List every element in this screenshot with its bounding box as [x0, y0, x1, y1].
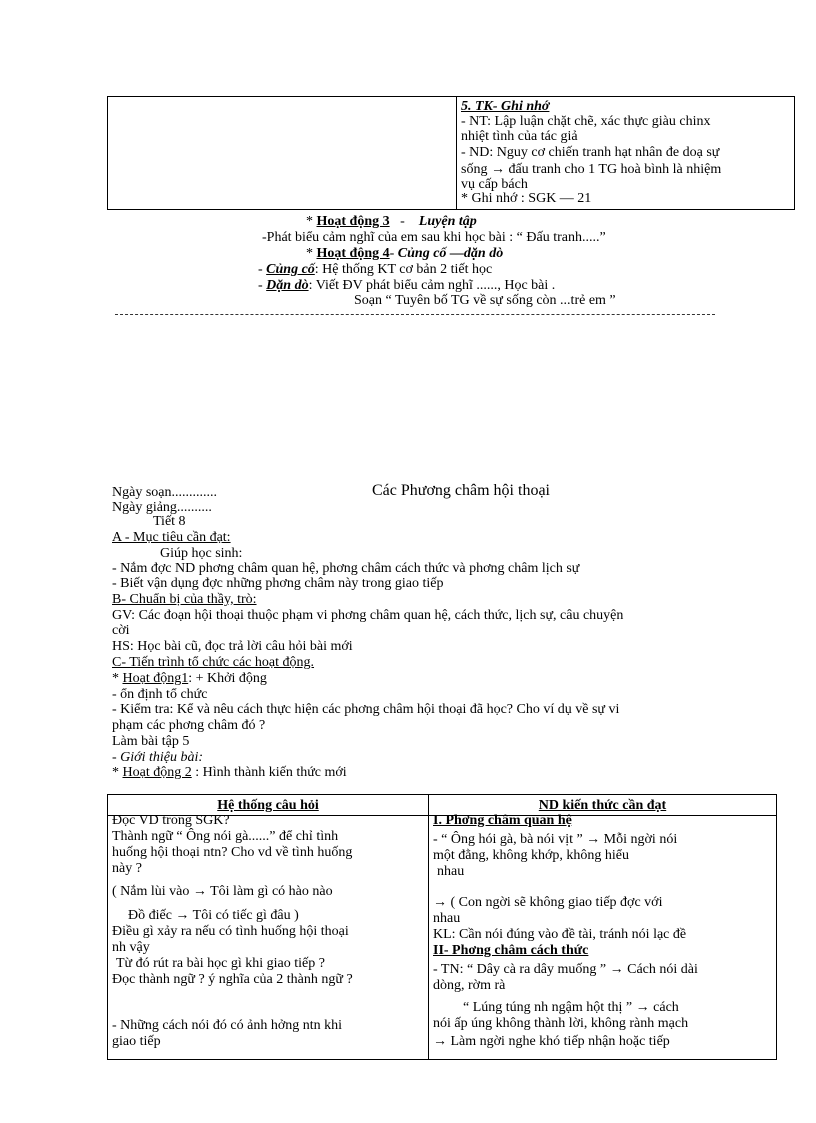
section-b-heading: B- Chuẩn bị của thầy, trò:: [112, 592, 257, 607]
ngay-soan: Ngày soạn.............: [112, 485, 217, 500]
objective-item: - Nắm đợc ND phơng châm quan hệ, phơng châm cách thức và phơng châm lịch sự: [112, 561, 580, 576]
question-line: huống hội thoại ntn? Cho vd về tình huống: [112, 845, 353, 860]
soan-line: Soạn “ Tuyên bố TG về sự sống còn ...trẻ em ”: [354, 293, 616, 308]
kiem-tra-cont: phạm các phơng châm đó ?: [112, 718, 266, 733]
text-line: nhiệt tình của tác giả: [461, 129, 578, 144]
kiem-tra: - Kiểm tra: Kể và nêu cách thực hiện các phơng châm hội thoại đã học? Cho ví dụ về sự vi: [112, 702, 620, 717]
knowledge-column: [433, 813, 773, 1050]
dan-do-label: Dặn dò: [266, 278, 309, 293]
questions-column: [112, 813, 424, 1050]
header-right: ND kiến thức cần đạt: [538, 798, 667, 813]
summary-cell: [461, 99, 791, 206]
text-line: vụ cấp bách: [461, 177, 528, 192]
section-heading: I. Phơng châm quan hệ: [433, 813, 572, 828]
knowledge-line: nói ấp úng không thành lời, không rành mạch: [433, 1016, 689, 1031]
activity-label: Hoạt động 2: [122, 765, 192, 780]
bai-tap: Làm bài tập 5: [112, 734, 190, 749]
objective-item: - Biết vận dụng đợc những phơng châm này trong giao tiếp: [112, 576, 444, 591]
cung-co-label: Củng cố: [266, 262, 315, 277]
activity-title: Củng cố —dặn dò: [397, 246, 504, 261]
activity-1-heading: [112, 671, 267, 687]
activity-4-heading: [306, 246, 503, 262]
bullet: *: [112, 765, 119, 780]
activity-2-heading: [112, 765, 347, 781]
bullet: *: [306, 246, 313, 261]
section-heading: 5. TK- Ghi nhớ: [461, 99, 550, 114]
text-line: * Ghi nhớ : SGK — 21: [461, 191, 592, 206]
activity-label: Hoạt động 3: [316, 214, 390, 229]
text-line: sống → đấu tranh cho 1 TG hoà bình là nhiệm: [461, 162, 722, 177]
lesson-title: Các Phương châm hội thoại: [372, 482, 550, 499]
on-dinh: - ổn định tổ chức: [112, 687, 208, 702]
header-left: Hệ thống câu hỏi: [217, 798, 319, 813]
section-a-heading: A - Mục tiêu cần đạt:: [112, 530, 231, 545]
knowledge-line: - “ Ông hói gà, bà nói vịt ” → Mỗi ngời nói: [433, 832, 678, 847]
tiet: Tiết 8: [153, 514, 186, 529]
cung-co-line: - Củng cố: Hệ thống KT cơ bản 2 tiết học: [258, 262, 493, 277]
activity-3-heading: [306, 214, 477, 230]
question-line: giao tiếp: [112, 1034, 161, 1049]
activity-3-text: -Phát biểu cảm nghĩ của em sau khi học bài : “ Đấu tranh.....”: [262, 230, 606, 245]
prep-hs: HS: Học bài cũ, đọc trả lời câu hỏi bài mới: [112, 639, 353, 654]
text-line: - ND: Nguy cơ chiến tranh hạt nhân đe doạ sự: [461, 145, 720, 160]
top-table: [107, 96, 795, 210]
question-line: ( Nắm lùi vào → Tôi làm gì có hào nào: [112, 884, 333, 899]
activity-text: : + Khởi động: [188, 671, 267, 686]
knowledge-line: nhau: [433, 911, 461, 926]
knowledge-line: dòng, rờm rà: [433, 978, 506, 993]
dan-do-text: : Viết ĐV phát biểu cảm nghĩ ......, Học bài .: [308, 278, 556, 293]
activity-label: Hoạt động1: [122, 671, 189, 686]
activity-text: : Hình thành kiến thức mới: [195, 765, 347, 780]
text-line: - NT: Lập luận chặt chẽ, xác thực giàu chinx: [461, 114, 711, 129]
knowledge-line: → Làm ngời nghe khó tiếp nhận hoặc tiếp: [433, 1034, 670, 1049]
ngay-giang: Ngày giảng..........: [112, 500, 212, 515]
separator: -: [389, 246, 395, 261]
knowledge-line: một đằng, không khớp, không hiểu: [433, 848, 629, 863]
question-line: Từ đó rút ra bài học gì khi giao tiếp ?: [116, 956, 325, 971]
question-line: - Những cách nói đó có ảnh hởng ntn khi: [112, 1018, 343, 1033]
page-divider: [115, 314, 715, 315]
knowledge-line: KL: Cần nói đúng vào đề tài, tránh nói lạc đề: [433, 927, 687, 942]
cung-co-text: : Hệ thống KT cơ bản 2 tiết học: [314, 262, 493, 277]
section-c-heading: C- Tiến trình tổ chức các hoạt động.: [112, 655, 315, 670]
question-line: này ?: [112, 861, 142, 876]
knowledge-line: “ Lúng túng nh ngậm hột thị ” → cách: [463, 1000, 679, 1015]
gioi-thieu: - Giới thiệu bài:: [112, 750, 204, 765]
bullet: *: [112, 671, 119, 686]
question-line: nh vậy: [112, 940, 150, 955]
knowledge-line: → ( Con ngời sẽ không giao tiếp đợc với: [433, 895, 663, 910]
lesson-table: [107, 794, 777, 1060]
question-line: Đọc thành ngữ ? ý nghĩa của 2 thành ngữ ?: [112, 972, 353, 987]
prep-gv-cont: cời: [112, 623, 130, 638]
question-line: Đồ điếc → Tôi có tiếc gì đâu ): [128, 908, 299, 923]
knowledge-line: - TN: “ Dây cà ra dây muống ” → Cách nói dài: [433, 962, 698, 977]
question-line: Điều gì xảy ra nếu có tình huống hội thoại: [112, 924, 349, 939]
knowledge-line: nhau: [437, 864, 465, 879]
activity-title: Luyện tập: [418, 214, 477, 229]
section-a-intro: Giúp học sinh:: [160, 546, 243, 561]
dan-do-line: - Dặn dò: Viết ĐV phát biểu cảm nghĩ ......, Học bài .: [258, 278, 556, 293]
activity-label: Hoạt động 4: [316, 246, 390, 261]
bullet: *: [306, 214, 313, 229]
separator: -: [400, 214, 405, 229]
question-line: Đọc VD trong SGK?: [112, 813, 230, 828]
question-line: Thành ngữ “ Ông nói gà......” để chỉ tình: [112, 829, 339, 844]
table-divider: [428, 795, 429, 1059]
prep-gv: GV: Các đoạn hội thoại thuộc phạm vi phơng châm quan hệ, cách thức, lịch sự, câu chuyện: [112, 608, 624, 623]
section-heading: II- Phơng châm cách thức: [433, 943, 589, 958]
table-divider: [456, 97, 457, 209]
